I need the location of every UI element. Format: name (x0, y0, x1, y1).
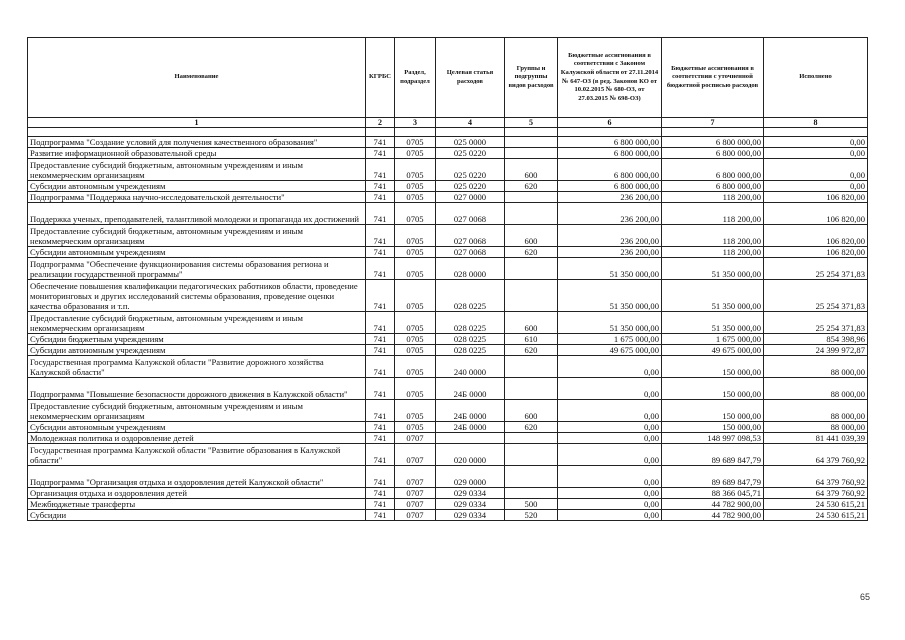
row-refined-amount: 6 800 000,00 (662, 137, 764, 148)
row-target: 025 0000 (436, 137, 505, 148)
row-law-amount: 236 200,00 (558, 247, 662, 258)
row-law-amount: 6 800 000,00 (558, 137, 662, 148)
row-law-amount: 0,00 (558, 433, 662, 444)
row-refined-amount: 150 000,00 (662, 400, 764, 422)
row-section: 0705 (395, 148, 436, 159)
row-kgrbs: 741 (366, 433, 395, 444)
row-name: Предоставление субсидий бюджетным, автономным учреждениям и иным некоммерческим организациям (28, 159, 366, 181)
row-name: Подпрограмма "Создание условий для получения качественного образования" (28, 137, 366, 148)
row-refined-amount: 118 200,00 (662, 225, 764, 247)
row-group (505, 466, 558, 488)
header-law-allocations: Бюджетные ассигнования в соответствии с Законом Калужской области от 27.11.2014 № 647-ОЗ (в ред. Законов КО от 10.02.2015 № 680-ОЗ, от 27.03.2015 № 698-ОЗ) (558, 38, 662, 118)
row-kgrbs: 741 (366, 312, 395, 334)
row-group (505, 280, 558, 312)
header-name: Наименование (28, 38, 366, 118)
table-row (28, 433, 868, 444)
row-group: 610 (505, 334, 558, 345)
row-law-amount: 6 800 000,00 (558, 181, 662, 192)
row-name: Развитие информационной образовательной среды (28, 148, 366, 159)
row-kgrbs: 741 (366, 466, 395, 488)
row-executed-amount: 88 000,00 (764, 400, 868, 422)
column-number: 4 (436, 118, 505, 128)
row-executed-amount: 0,00 (764, 159, 868, 181)
row-group (505, 137, 558, 148)
table-row (28, 280, 868, 312)
row-executed-amount: 24 530 615,21 (764, 510, 868, 521)
row-executed-amount: 88 000,00 (764, 378, 868, 400)
row-law-amount: 0,00 (558, 488, 662, 499)
table-row (28, 181, 868, 192)
row-group: 500 (505, 499, 558, 510)
row-name: Субсидии автономным учреждениям (28, 181, 366, 192)
row-name: Молодежная политика и оздоровление детей (28, 433, 366, 444)
table-row (28, 148, 868, 159)
table-row (28, 356, 868, 378)
column-number: 8 (764, 118, 868, 128)
row-law-amount: 236 200,00 (558, 225, 662, 247)
row-refined-amount: 6 800 000,00 (662, 181, 764, 192)
row-executed-amount: 0,00 (764, 181, 868, 192)
row-law-amount: 0,00 (558, 356, 662, 378)
row-name: Подпрограмма "Организация отдыха и оздоровления детей Калужской области" (28, 466, 366, 488)
row-group: 520 (505, 510, 558, 521)
column-number-row (28, 118, 868, 128)
row-executed-amount: 25 254 371,83 (764, 312, 868, 334)
table-row (28, 312, 868, 334)
row-refined-amount: 118 200,00 (662, 247, 764, 258)
row-section: 0707 (395, 488, 436, 499)
row-section: 0707 (395, 433, 436, 444)
row-refined-amount: 150 000,00 (662, 356, 764, 378)
header-kgrbs: КГРБС (366, 38, 395, 118)
header-target: Целевая статья расходов (436, 38, 505, 118)
row-executed-amount: 64 379 760,92 (764, 444, 868, 466)
row-law-amount: 51 350 000,00 (558, 258, 662, 280)
row-target: 24Б 0000 (436, 378, 505, 400)
row-target: 027 0068 (436, 247, 505, 258)
header-row (28, 38, 868, 118)
row-executed-amount: 106 820,00 (764, 247, 868, 258)
row-group (505, 378, 558, 400)
row-name: Предоставление субсидий бюджетным, автономным учреждениям и иным некоммерческим организациям (28, 312, 366, 334)
row-target: 24Б 0000 (436, 422, 505, 433)
row-executed-amount: 64 379 760,92 (764, 466, 868, 488)
row-section: 0705 (395, 159, 436, 181)
row-kgrbs: 741 (366, 444, 395, 466)
row-group (505, 356, 558, 378)
row-target: 240 0000 (436, 356, 505, 378)
row-law-amount: 236 200,00 (558, 203, 662, 225)
row-kgrbs: 741 (366, 137, 395, 148)
row-name: Субсидии автономным учреждениям (28, 422, 366, 433)
row-executed-amount: 24 399 972,87 (764, 345, 868, 356)
row-executed-amount: 88 000,00 (764, 356, 868, 378)
row-target: 025 0220 (436, 181, 505, 192)
row-group: 620 (505, 345, 558, 356)
row-law-amount: 0,00 (558, 378, 662, 400)
row-law-amount: 51 350 000,00 (558, 280, 662, 312)
row-kgrbs: 741 (366, 422, 395, 433)
row-executed-amount: 24 530 615,21 (764, 499, 868, 510)
header-refined-allocations: Бюджетные ассигнования в соответствии с уточненной бюджетной росписью расходов (662, 38, 764, 118)
row-name: Организация отдыха и оздоровления детей (28, 488, 366, 499)
table-row (28, 488, 868, 499)
header-executed: Исполнено (764, 38, 868, 118)
table-row (28, 258, 868, 280)
row-law-amount: 51 350 000,00 (558, 312, 662, 334)
row-name: Субсидии (28, 510, 366, 521)
row-law-amount: 0,00 (558, 444, 662, 466)
row-group: 600 (505, 400, 558, 422)
table-row (28, 499, 868, 510)
row-group (505, 148, 558, 159)
row-kgrbs: 741 (366, 225, 395, 247)
row-name: Поддержка ученых, преподавателей, талантливой молодежи и пропаганда их достижений (28, 203, 366, 225)
row-name: Субсидии автономным учреждениям (28, 345, 366, 356)
column-number: 1 (28, 118, 366, 128)
column-number: 3 (395, 118, 436, 128)
row-section: 0705 (395, 247, 436, 258)
row-section: 0705 (395, 378, 436, 400)
table-row (28, 466, 868, 488)
row-kgrbs: 741 (366, 280, 395, 312)
row-executed-amount: 64 379 760,92 (764, 488, 868, 499)
row-section: 0705 (395, 334, 436, 345)
row-refined-amount: 118 200,00 (662, 203, 764, 225)
row-executed-amount: 0,00 (764, 137, 868, 148)
row-kgrbs: 741 (366, 488, 395, 499)
row-group (505, 488, 558, 499)
row-refined-amount: 51 350 000,00 (662, 280, 764, 312)
row-refined-amount: 44 782 900,00 (662, 510, 764, 521)
row-section: 0705 (395, 312, 436, 334)
row-target: 028 0225 (436, 334, 505, 345)
table-body (28, 137, 868, 521)
row-refined-amount: 89 689 847,79 (662, 444, 764, 466)
table-row (28, 334, 868, 345)
row-target: 028 0225 (436, 280, 505, 312)
row-name: Межбюджетные трансферты (28, 499, 366, 510)
row-kgrbs: 741 (366, 345, 395, 356)
row-kgrbs: 741 (366, 203, 395, 225)
row-refined-amount: 89 689 847,79 (662, 466, 764, 488)
row-executed-amount: 88 000,00 (764, 422, 868, 433)
table-row (28, 345, 868, 356)
row-group (505, 203, 558, 225)
table-row (28, 137, 868, 148)
row-refined-amount: 150 000,00 (662, 378, 764, 400)
row-law-amount: 0,00 (558, 400, 662, 422)
row-refined-amount: 44 782 900,00 (662, 499, 764, 510)
row-section: 0705 (395, 181, 436, 192)
row-target: 025 0220 (436, 159, 505, 181)
table-row (28, 192, 868, 203)
row-target: 028 0225 (436, 312, 505, 334)
row-group (505, 433, 558, 444)
row-executed-amount: 106 820,00 (764, 192, 868, 203)
row-refined-amount: 88 366 045,71 (662, 488, 764, 499)
row-refined-amount: 51 350 000,00 (662, 312, 764, 334)
row-law-amount: 1 675 000,00 (558, 334, 662, 345)
row-name: Подпрограмма "Поддержка научно-исследовательской деятельности" (28, 192, 366, 203)
row-section: 0705 (395, 225, 436, 247)
column-number: 2 (366, 118, 395, 128)
row-group (505, 444, 558, 466)
row-target: 029 0334 (436, 488, 505, 499)
table-row (28, 159, 868, 181)
row-law-amount: 0,00 (558, 499, 662, 510)
row-law-amount: 49 675 000,00 (558, 345, 662, 356)
row-name: Государственная программа Калужской области "Развитие образования в Калужской области" (28, 444, 366, 466)
row-name: Предоставление субсидий бюджетным, автономным учреждениям и иным некоммерческим организациям (28, 400, 366, 422)
row-group: 620 (505, 247, 558, 258)
row-section: 0707 (395, 466, 436, 488)
row-kgrbs: 741 (366, 148, 395, 159)
header-groups: Группы и подгруппы видов расходов (505, 38, 558, 118)
row-law-amount: 6 800 000,00 (558, 159, 662, 181)
row-executed-amount: 25 254 371,83 (764, 280, 868, 312)
page-number: 65 (860, 592, 871, 602)
row-section: 0705 (395, 356, 436, 378)
row-section: 0705 (395, 280, 436, 312)
header-section: Раздел, подраздел (395, 38, 436, 118)
row-kgrbs: 741 (366, 159, 395, 181)
row-group: 600 (505, 159, 558, 181)
row-law-amount: 6 800 000,00 (558, 148, 662, 159)
row-target: 027 0068 (436, 225, 505, 247)
column-number: 5 (505, 118, 558, 128)
row-name: Обеспечение повышения квалификации педагогических работников области, проведение мониторинговых и других исследований системы образования, проведение оценки качества образования и т.п. (28, 280, 366, 312)
row-executed-amount: 106 820,00 (764, 203, 868, 225)
row-target: 24Б 0000 (436, 400, 505, 422)
row-target: 029 0334 (436, 499, 505, 510)
row-refined-amount: 150 000,00 (662, 422, 764, 433)
row-refined-amount: 6 800 000,00 (662, 159, 764, 181)
row-kgrbs: 741 (366, 400, 395, 422)
row-kgrbs: 741 (366, 192, 395, 203)
row-name: Подпрограмма "Обеспечение функционирования системы образования региона и реализации государственной программы" (28, 258, 366, 280)
table-row (28, 225, 868, 247)
row-target: 029 0334 (436, 510, 505, 521)
row-section: 0707 (395, 444, 436, 466)
row-target: 020 0000 (436, 444, 505, 466)
row-kgrbs: 741 (366, 378, 395, 400)
row-executed-amount: 106 820,00 (764, 225, 868, 247)
row-target: 027 0068 (436, 203, 505, 225)
row-target: 029 0000 (436, 466, 505, 488)
row-refined-amount: 51 350 000,00 (662, 258, 764, 280)
row-target: 028 0000 (436, 258, 505, 280)
table-row (28, 400, 868, 422)
row-law-amount: 0,00 (558, 510, 662, 521)
table-row (28, 203, 868, 225)
row-section: 0707 (395, 510, 436, 521)
row-group: 600 (505, 225, 558, 247)
row-kgrbs: 741 (366, 247, 395, 258)
row-group: 620 (505, 181, 558, 192)
row-section: 0705 (395, 192, 436, 203)
row-section: 0705 (395, 400, 436, 422)
row-group: 620 (505, 422, 558, 433)
table-row (28, 247, 868, 258)
row-section: 0705 (395, 137, 436, 148)
budget-table (27, 37, 868, 521)
row-name: Подпрограмма "Повышение безопасности дорожного движения в Калужской области" (28, 378, 366, 400)
row-target: 025 0220 (436, 148, 505, 159)
row-target: 028 0225 (436, 345, 505, 356)
row-kgrbs: 741 (366, 356, 395, 378)
row-group (505, 258, 558, 280)
row-section: 0707 (395, 499, 436, 510)
row-target: 027 0000 (436, 192, 505, 203)
row-executed-amount: 854 398,96 (764, 334, 868, 345)
row-name: Государственная программа Калужской области "Развитие дорожного хозяйства Калужской области" (28, 356, 366, 378)
row-refined-amount: 49 675 000,00 (662, 345, 764, 356)
row-name: Субсидии бюджетным учреждениям (28, 334, 366, 345)
table-row (28, 422, 868, 433)
row-law-amount: 236 200,00 (558, 192, 662, 203)
row-section: 0705 (395, 258, 436, 280)
column-number: 6 (558, 118, 662, 128)
row-kgrbs: 741 (366, 510, 395, 521)
row-kgrbs: 741 (366, 181, 395, 192)
row-name: Субсидии автономным учреждениям (28, 247, 366, 258)
table-row (28, 378, 868, 400)
row-section: 0705 (395, 345, 436, 356)
table-row (28, 444, 868, 466)
row-kgrbs: 741 (366, 258, 395, 280)
row-refined-amount: 6 800 000,00 (662, 148, 764, 159)
row-law-amount: 0,00 (558, 466, 662, 488)
row-executed-amount: 25 254 371,83 (764, 258, 868, 280)
row-executed-amount: 81 441 039,39 (764, 433, 868, 444)
row-section: 0705 (395, 422, 436, 433)
row-kgrbs: 741 (366, 334, 395, 345)
row-target (436, 433, 505, 444)
row-executed-amount: 0,00 (764, 148, 868, 159)
column-number: 7 (662, 118, 764, 128)
row-name: Предоставление субсидий бюджетным, автономным учреждениям и иным некоммерческим организациям (28, 225, 366, 247)
row-kgrbs: 741 (366, 499, 395, 510)
row-refined-amount: 1 675 000,00 (662, 334, 764, 345)
row-refined-amount: 148 997 098,53 (662, 433, 764, 444)
spacer-row (28, 128, 868, 137)
row-group: 600 (505, 312, 558, 334)
row-law-amount: 0,00 (558, 422, 662, 433)
row-section: 0705 (395, 203, 436, 225)
table-row (28, 510, 868, 521)
row-group (505, 192, 558, 203)
row-refined-amount: 118 200,00 (662, 192, 764, 203)
